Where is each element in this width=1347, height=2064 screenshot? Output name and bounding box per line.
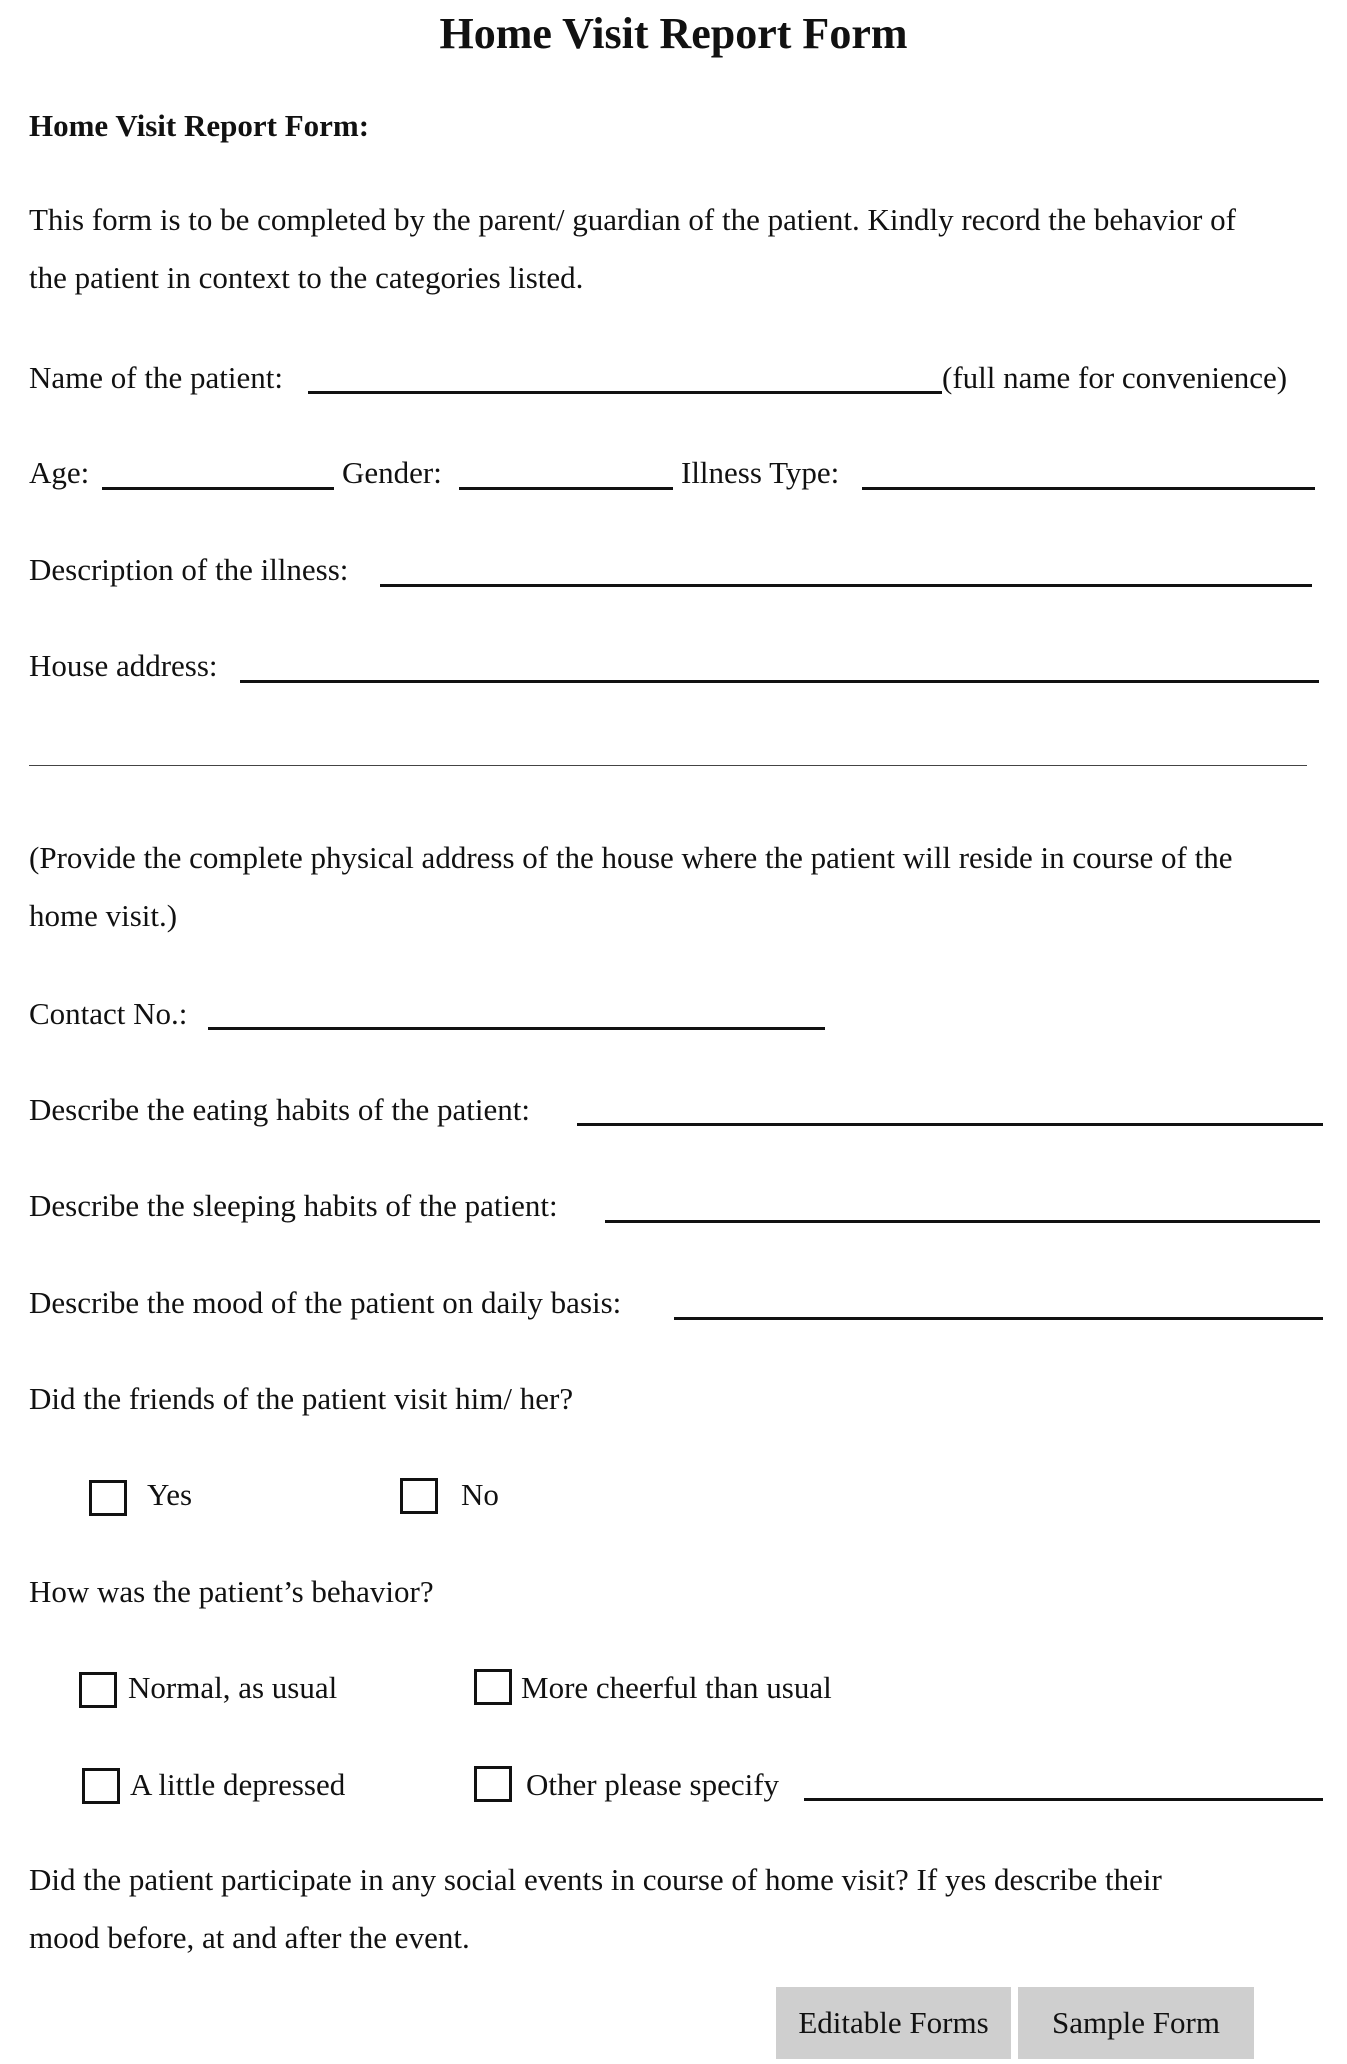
gender-label: Gender: bbox=[342, 455, 442, 490]
sleeping-input-line[interactable] bbox=[605, 1220, 1320, 1223]
form-subtitle: Home Visit Report Form: bbox=[29, 108, 370, 143]
friends-no-checkbox[interactable] bbox=[400, 1478, 438, 1514]
behavior-cheerful-checkbox[interactable] bbox=[474, 1669, 512, 1705]
editable-forms-button[interactable]: Editable Forms bbox=[776, 1987, 1011, 2059]
behavior-other-label: Other please specify bbox=[526, 1767, 780, 1802]
name-hint: (full name for convenience) bbox=[942, 360, 1288, 395]
friends-yes-label: Yes bbox=[147, 1477, 193, 1512]
behavior-depressed-label: A little depressed bbox=[130, 1767, 346, 1802]
name-input-line[interactable] bbox=[308, 391, 942, 394]
address-note-line2: home visit.) bbox=[29, 898, 178, 933]
behavior-normal-checkbox[interactable] bbox=[79, 1672, 117, 1708]
social-question-line1: Did the patient participate in any social events in course of home visit? If yes describe their bbox=[29, 1862, 1162, 1897]
name-label: Name of the patient: bbox=[29, 360, 283, 395]
behavior-normal-label: Normal, as usual bbox=[128, 1670, 338, 1705]
mood-label: Describe the mood of the patient on daily basis: bbox=[29, 1285, 622, 1320]
illness-type-input-line[interactable] bbox=[862, 487, 1315, 490]
behavior-other-input-line[interactable] bbox=[804, 1798, 1323, 1801]
friends-question: Did the friends of the patient visit him/ her? bbox=[29, 1381, 574, 1416]
address-extra-line[interactable] bbox=[29, 765, 1307, 766]
mood-input-line[interactable] bbox=[674, 1317, 1323, 1320]
contact-label: Contact No.: bbox=[29, 996, 188, 1031]
friends-no-label: No bbox=[461, 1477, 499, 1512]
sleeping-label: Describe the sleeping habits of the patient: bbox=[29, 1188, 558, 1223]
intro-text-line1: This form is to be completed by the parent/ guardian of the patient. Kindly record the behavior of bbox=[29, 202, 1236, 237]
address-input-line[interactable] bbox=[240, 680, 1319, 683]
behavior-question: How was the patient’s behavior? bbox=[29, 1574, 434, 1609]
friends-yes-checkbox[interactable] bbox=[89, 1480, 127, 1516]
intro-text-line2: the patient in context to the categories listed. bbox=[29, 260, 584, 295]
social-question-line2: mood before, at and after the event. bbox=[29, 1920, 470, 1955]
age-label: Age: bbox=[29, 455, 90, 490]
sample-form-button[interactable]: Sample Form bbox=[1018, 1987, 1254, 2059]
age-input-line[interactable] bbox=[102, 487, 334, 490]
behavior-depressed-checkbox[interactable] bbox=[82, 1768, 120, 1804]
eating-input-line[interactable] bbox=[577, 1123, 1323, 1126]
description-input-line[interactable] bbox=[380, 584, 1312, 587]
behavior-cheerful-label: More cheerful than usual bbox=[521, 1670, 832, 1705]
page-title: Home Visit Report Form bbox=[439, 9, 908, 58]
behavior-other-checkbox[interactable] bbox=[474, 1766, 512, 1802]
gender-input-line[interactable] bbox=[459, 487, 673, 490]
address-note-line1: (Provide the complete physical address of the house where the patient will reside in course of the bbox=[29, 840, 1233, 875]
eating-label: Describe the eating habits of the patient: bbox=[29, 1092, 530, 1127]
illness-type-label: Illness Type: bbox=[681, 455, 840, 490]
contact-input-line[interactable] bbox=[208, 1027, 825, 1030]
description-label: Description of the illness: bbox=[29, 552, 349, 587]
address-label: House address: bbox=[29, 648, 218, 683]
